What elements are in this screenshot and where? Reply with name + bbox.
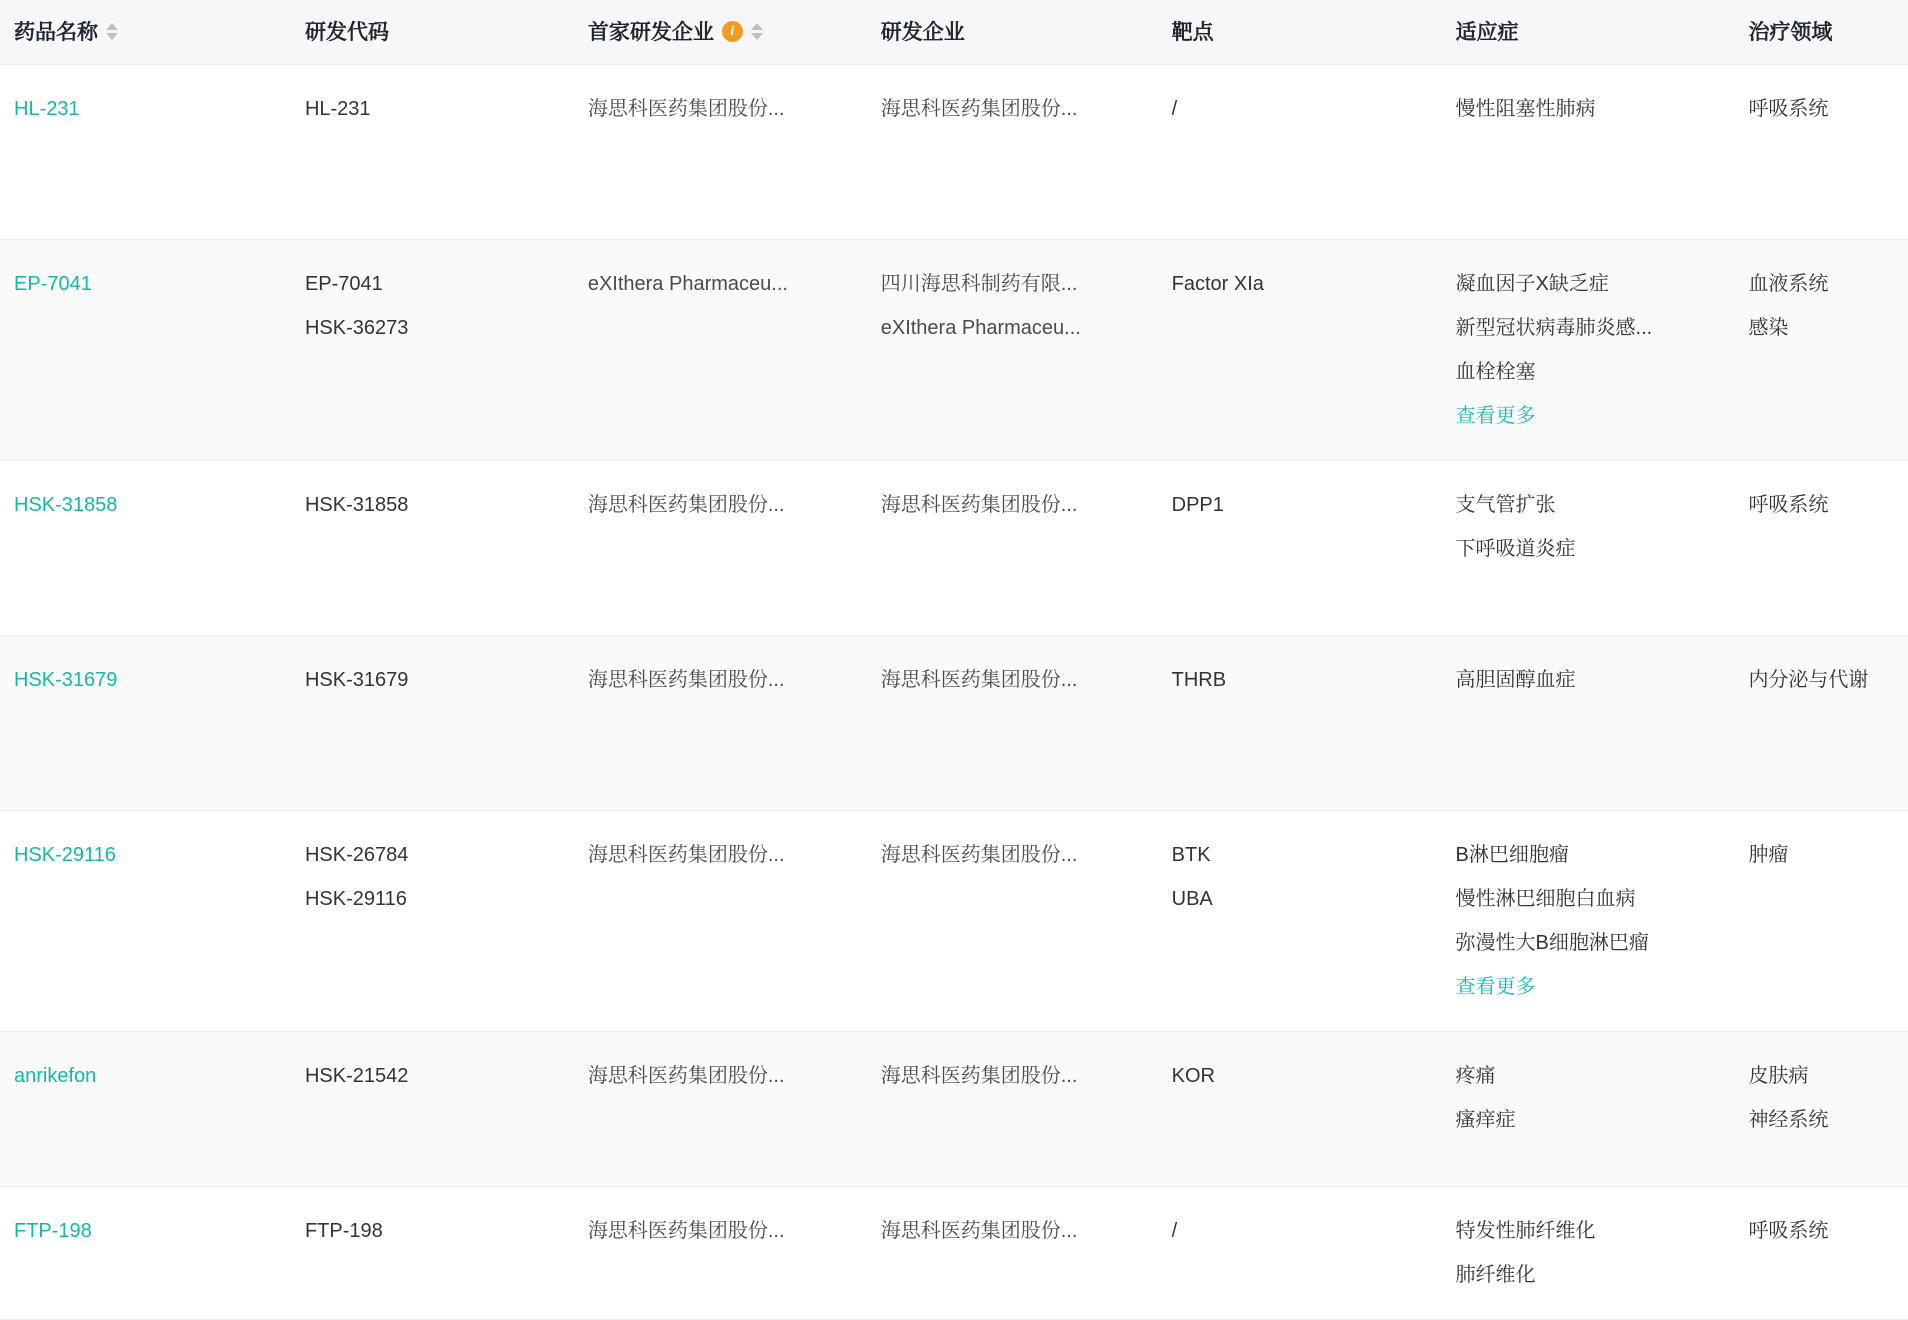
cell-companies [881,65,1172,240]
cell-first-company [588,461,881,636]
indication: B淋巴细胞瘤 [1455,844,1569,866]
indication: 肺纤维化 [1455,1264,1536,1286]
target: KOR [1171,1065,1215,1087]
cell-indication [1456,636,1749,811]
therapeutic-area: 呼吸系统 [1748,98,1829,120]
cell-companies [881,1187,1172,1320]
therapeutic-area: 内分泌与代谢 [1748,669,1869,691]
column-header-label: 靶点 [1171,21,1214,44]
company: 海思科医药集团股份... [880,494,1078,516]
column-header-first-company[interactable] [588,0,881,65]
indication: 疼痛 [1455,1065,1496,1087]
cell-therapeutic-area [1748,461,1908,636]
cell-drug-name[interactable] [0,1187,305,1320]
cell-therapeutic-area [1748,1187,1908,1320]
cell-first-company [588,1187,881,1320]
cell-rnd-code [305,636,588,811]
cell-companies [881,811,1172,1032]
indication: 慢性淋巴细胞白血病 [1455,888,1636,910]
target: UBA [1171,888,1213,910]
cell-indication [1456,461,1749,636]
cell-target [1172,461,1456,636]
cell-first-company [588,65,881,240]
drug-name-link[interactable]: HL-231 [14,98,80,120]
cell-first-company [588,240,881,461]
indication: 凝血因子X缺乏症 [1455,273,1609,295]
table-row[interactable] [0,811,1908,1032]
indication: 支气管扩张 [1455,494,1556,516]
table-header-row [0,0,1908,65]
drug-name-link[interactable]: FTP-198 [14,1220,92,1242]
first-company: 海思科医药集团股份... [587,494,785,516]
target: BTK [1171,844,1211,866]
cell-indication [1456,240,1749,461]
cell-companies [881,240,1172,461]
first-company: eXIthera Pharmaceu... [587,273,788,295]
first-company: 海思科医药集团股份... [587,1065,785,1087]
table-body [0,65,1908,1320]
column-header-label: 研发企业 [880,21,965,44]
cell-first-company [588,811,881,1032]
column-header-target [1172,0,1456,65]
therapeutic-area: 呼吸系统 [1748,1220,1829,1242]
rnd-code: HSK-26784 [304,844,409,866]
cell-drug-name[interactable] [0,240,305,461]
column-header-label: 适应症 [1455,21,1519,44]
column-header-drug-name[interactable] [0,0,305,65]
cell-first-company [588,1032,881,1187]
company: 四川海思科制药有限... [880,273,1078,295]
therapeutic-area: 呼吸系统 [1748,494,1829,516]
info-icon[interactable]: i [722,21,743,42]
sort-icon[interactable] [106,23,118,40]
table-row[interactable] [0,1032,1908,1187]
rnd-code: HSK-36273 [304,317,409,339]
cell-drug-name[interactable] [0,811,305,1032]
cell-companies [881,1032,1172,1187]
cell-rnd-code [305,811,588,1032]
table-row[interactable] [0,636,1908,811]
rnd-code: HSK-31679 [304,669,409,691]
company: 海思科医药集团股份... [880,1220,1078,1242]
column-header-label: 研发代码 [304,21,389,44]
target: THRB [1171,669,1227,691]
cell-indication [1456,811,1749,1032]
rnd-code: HSK-21542 [304,1065,409,1087]
cell-target [1172,65,1456,240]
cell-therapeutic-area [1748,1032,1908,1187]
table-row[interactable] [0,1187,1908,1320]
company: 海思科医药集团股份... [880,844,1078,866]
cell-indication [1456,1187,1749,1320]
rnd-code: HSK-31858 [304,494,409,516]
first-company: 海思科医药集团股份... [587,98,785,120]
target: DPP1 [1171,494,1224,516]
indication: 慢性阻塞性肺病 [1455,98,1596,120]
drug-name-link[interactable]: HSK-29116 [14,844,116,866]
rnd-code: HSK-29116 [304,888,407,910]
rnd-code: FTP-198 [304,1220,383,1242]
column-header-label: 首家研发企业 [587,21,714,44]
table-row[interactable] [0,461,1908,636]
cell-therapeutic-area [1748,636,1908,811]
therapeutic-area: 皮肤病 [1748,1065,1809,1087]
cell-rnd-code [305,65,588,240]
column-header-indication [1456,0,1749,65]
column-header-companies [881,0,1172,65]
indication: 下呼吸道炎症 [1455,538,1576,560]
indication: 血栓栓塞 [1455,361,1536,383]
indication: 弥漫性大B细胞淋巴瘤 [1455,932,1649,954]
indication: 高胆固醇血症 [1455,669,1576,691]
cell-rnd-code [305,1187,588,1320]
view-more-link[interactable]: 查看更多 [1455,976,1536,998]
cell-drug-name[interactable] [0,636,305,811]
cell-first-company [588,636,881,811]
cell-rnd-code [305,1032,588,1187]
drug-name-link[interactable]: HSK-31679 [14,669,118,691]
cell-drug-name[interactable] [0,1032,305,1187]
cell-target [1172,1187,1456,1320]
cell-therapeutic-area [1748,65,1908,240]
cell-rnd-code [305,240,588,461]
target: / [1171,98,1178,120]
cell-companies [881,461,1172,636]
therapeutic-area: 肿瘤 [1748,844,1789,866]
drug-name-link[interactable]: anrikefon [14,1065,97,1087]
indication: 新型冠状病毒肺炎感... [1455,317,1653,339]
drug-name-link[interactable]: EP-7041 [14,273,92,295]
first-company: 海思科医药集团股份... [587,669,785,691]
therapeutic-area: 神经系统 [1748,1109,1829,1131]
table-row[interactable] [0,65,1908,240]
view-more-link[interactable]: 查看更多 [1455,405,1536,427]
cell-therapeutic-area [1748,240,1908,461]
company: 海思科医药集团股份... [880,1065,1078,1087]
table-row[interactable] [0,240,1908,461]
company: 海思科医药集团股份... [880,98,1078,120]
cell-companies [881,636,1172,811]
target: / [1171,1220,1178,1242]
first-company: 海思科医药集团股份... [587,1220,785,1242]
therapeutic-area: 血液系统 [1748,273,1829,295]
cell-target [1172,811,1456,1032]
first-company: 海思科医药集团股份... [587,844,785,866]
company: eXIthera Pharmaceu... [880,317,1081,339]
cell-rnd-code [305,461,588,636]
cell-indication [1456,1032,1749,1187]
cell-target [1172,1032,1456,1187]
cell-target [1172,636,1456,811]
cell-target [1172,240,1456,461]
company: 海思科医药集团股份... [880,669,1078,691]
therapeutic-area: 感染 [1748,317,1789,339]
column-header-label: 治疗领域 [1748,21,1833,44]
cell-drug-name[interactable] [0,65,305,240]
column-header-label: 药品名称 [14,21,98,44]
column-header-rnd-code [305,0,588,65]
rnd-code: EP-7041 [304,273,383,295]
indication: 瘙痒症 [1455,1109,1516,1131]
rnd-code: HL-231 [304,98,371,120]
indication: 特发性肺纤维化 [1455,1220,1596,1242]
cell-drug-name[interactable] [0,461,305,636]
column-header-therapeutic-area [1748,0,1908,65]
drug-name-link[interactable]: HSK-31858 [14,494,118,516]
cell-therapeutic-area [1748,811,1908,1032]
table-header [0,0,1908,65]
cell-indication [1456,65,1749,240]
sort-icon[interactable] [751,23,763,40]
target: Factor XIa [1171,273,1264,295]
